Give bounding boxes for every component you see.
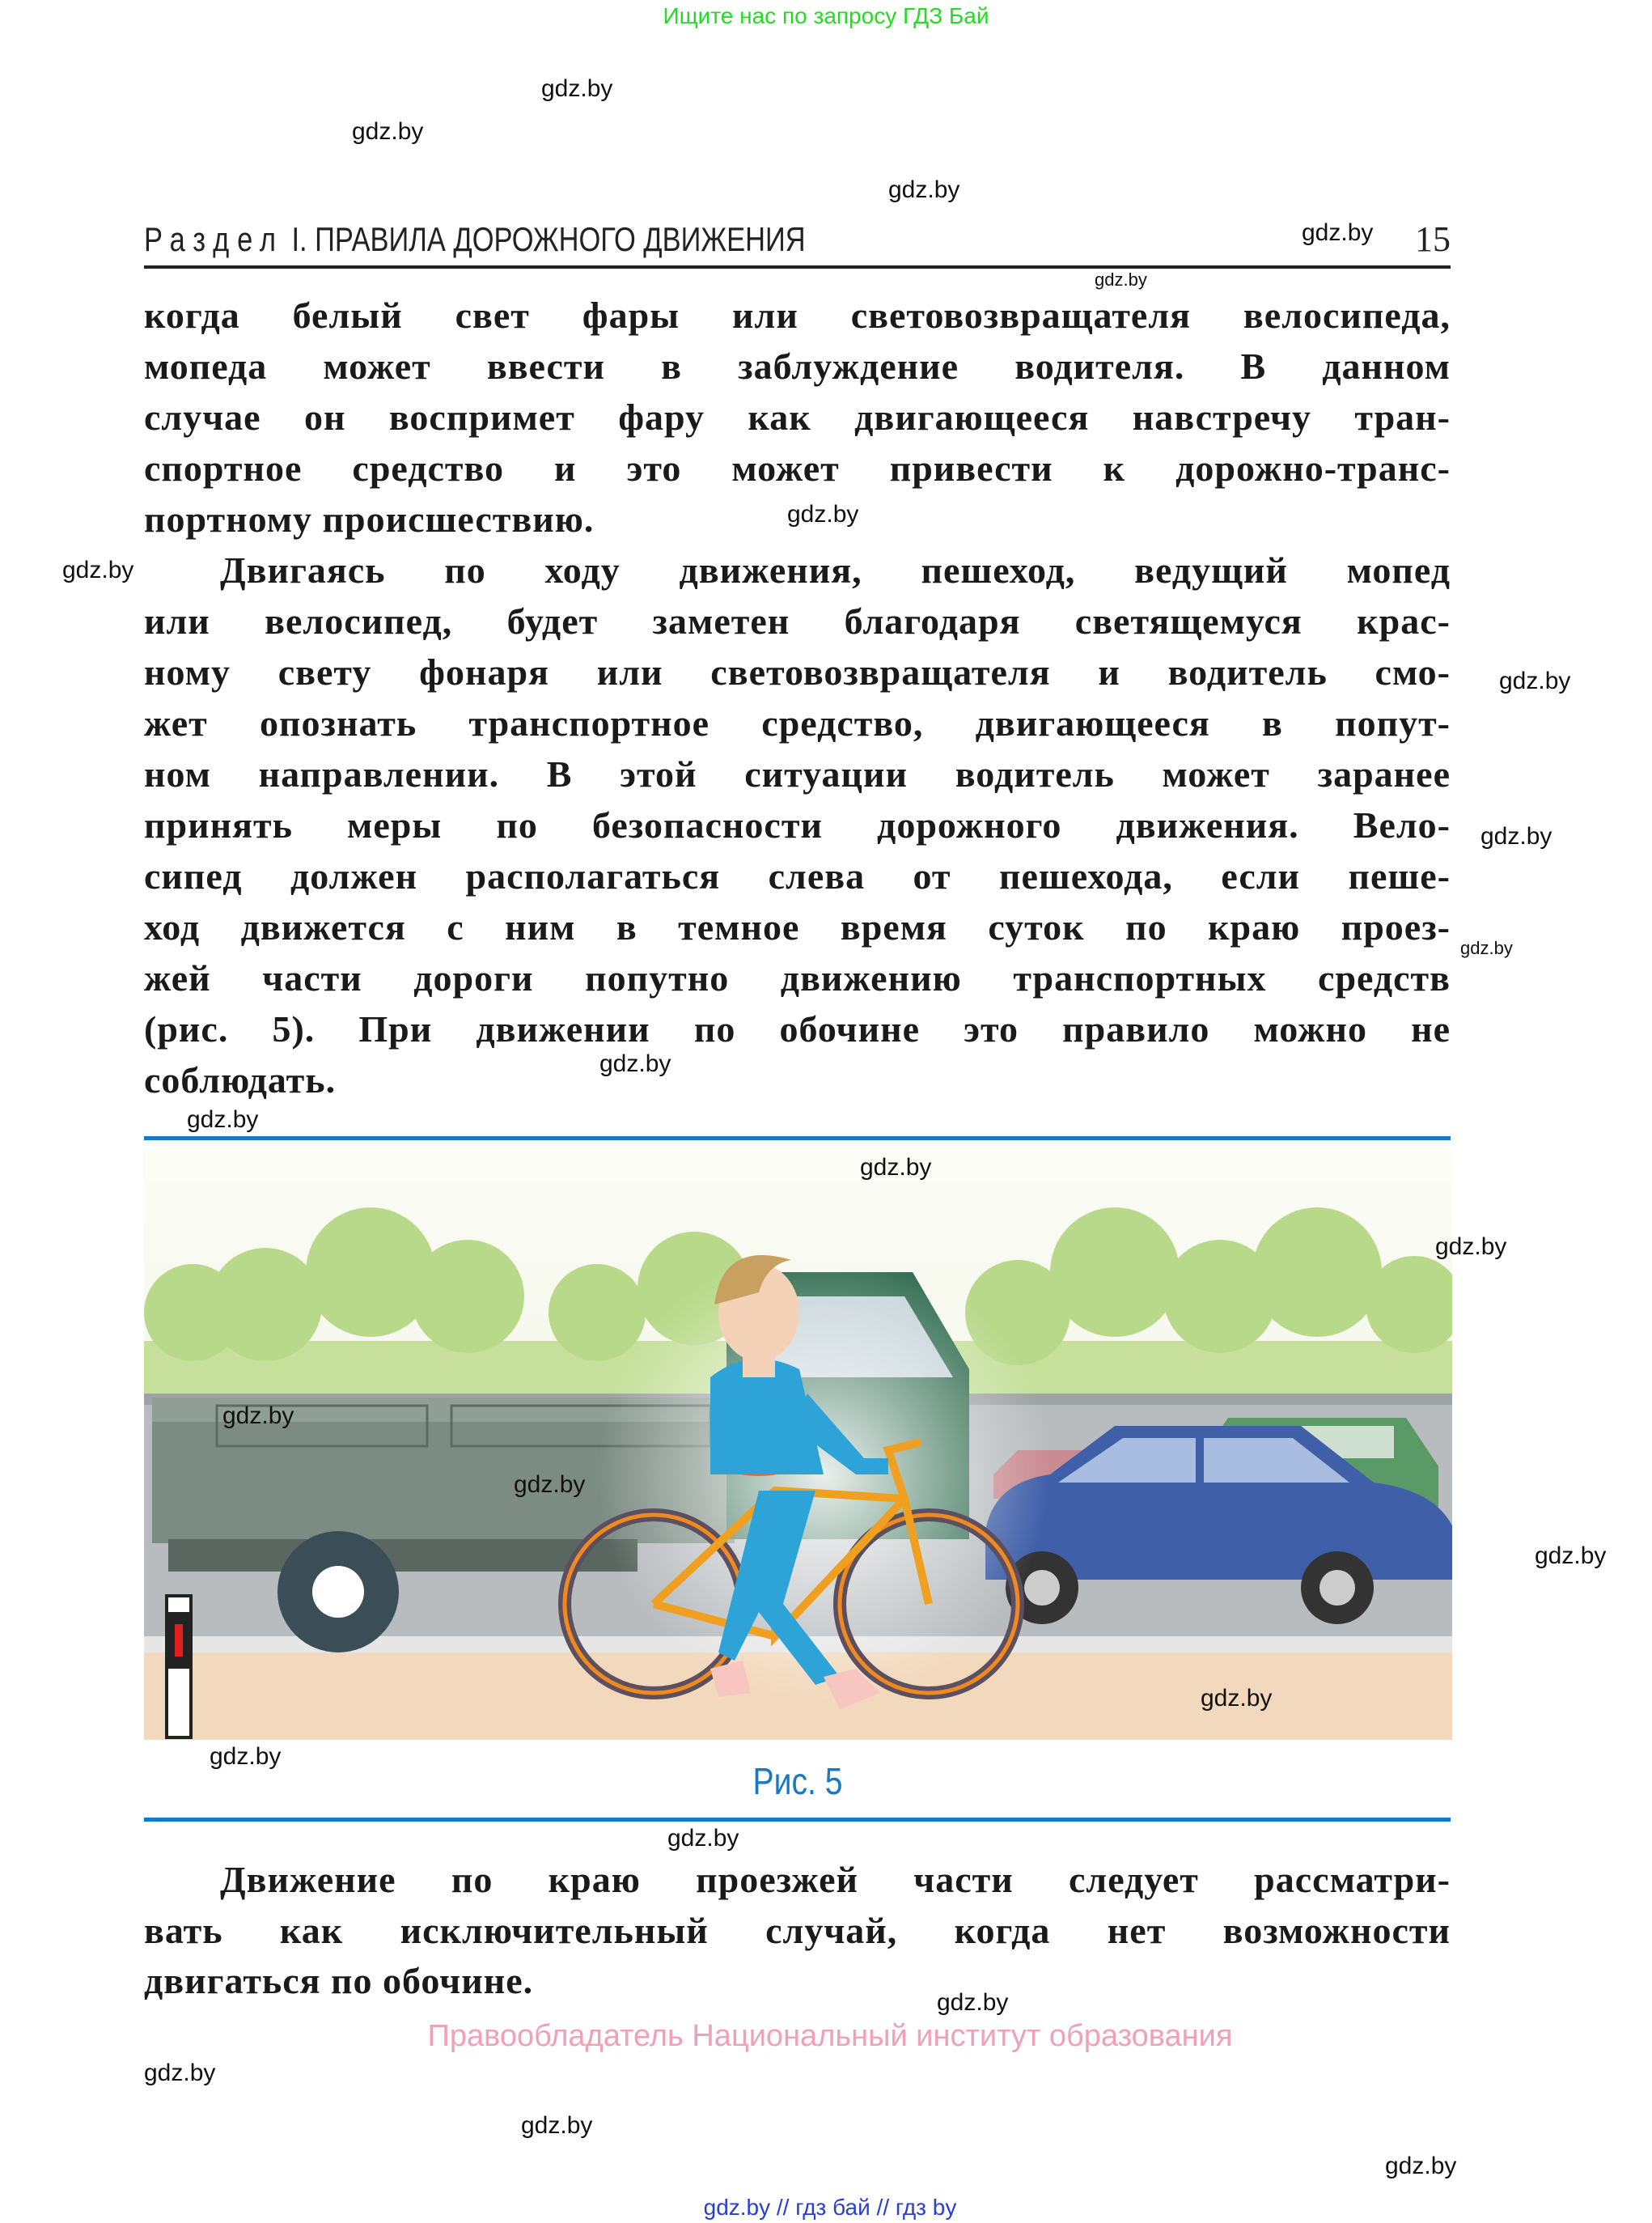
text-line: Движение по краю проезжей части следует рассматри- xyxy=(220,1859,1451,1900)
watermark: gdz.by xyxy=(1499,668,1571,694)
top-banner[interactable]: Ищите нас по запросу ГДЗ Бай xyxy=(663,3,989,28)
watermark: gdz.by xyxy=(1095,269,1147,290)
text-line: сипед должен располагаться слева от пешехода, если пеше- xyxy=(144,855,1451,897)
watermark: gdz.by xyxy=(1201,1685,1273,1712)
text-line: ном направлении. В этой ситуации водитель может заранее xyxy=(144,753,1451,795)
copyright-notice: Правообладатель Национальный институт образования xyxy=(427,2019,1233,2053)
watermark: gdz.by xyxy=(1302,219,1374,246)
page-header xyxy=(144,215,1451,269)
text-line: ход движется с ним в темное время суток по краю проез- xyxy=(144,906,1451,948)
watermark: gdz.by xyxy=(667,1825,739,1852)
roadside-post xyxy=(167,1596,191,1737)
text-line: спортное средство и это может привести к дорожно-транс- xyxy=(144,448,1451,489)
text-line: мопеда может ввести в заблуждение водителя. В данном xyxy=(144,346,1451,387)
watermark: gdz.by xyxy=(1535,1542,1607,1569)
text-line: Двигаясь по ходу движения, пешеход, ведущий мопед xyxy=(220,549,1451,591)
watermark: gdz.by xyxy=(1385,2153,1457,2179)
text-line: вать как исключительный случай, когда нет возможности xyxy=(144,1910,1451,1951)
watermark: gdz.by xyxy=(1460,938,1513,958)
section-title xyxy=(144,220,806,259)
text-line: портному происшествию. xyxy=(144,498,595,540)
watermark: gdz.by xyxy=(62,557,134,583)
text-line: жет опознать транспортное средство, двигающееся в попут- xyxy=(144,702,1451,744)
watermark: gdz.by xyxy=(352,118,424,145)
text-line: (рис. 5). При движении по обочине это правило можно не xyxy=(144,1008,1451,1050)
bottom-links[interactable]: gdz.by // гдз бай // гдз by xyxy=(703,2195,957,2220)
watermark: gdz.by xyxy=(514,1471,586,1498)
watermark: gdz.by xyxy=(787,501,859,528)
text-line: соблюдать. xyxy=(144,1059,337,1101)
text-line: или велосипед, будет заметен благодаря светящемуся крас- xyxy=(144,600,1451,642)
section-name: I. ПРАВИЛА ДОРОЖНОГО ДВИЖЕНИЯ xyxy=(291,220,806,258)
watermark: gdz.by xyxy=(860,1154,932,1181)
watermark: gdz.by xyxy=(888,176,960,203)
text-line: когда белый свет фары или световозвращателя велосипеда, xyxy=(144,295,1451,336)
text-line: случае он воспримет фару как двигающееся навстречу тран- xyxy=(144,397,1451,438)
watermark: gdz.by xyxy=(1435,1233,1507,1260)
text-line: жей части дороги попутно движению транспортных средств xyxy=(144,957,1451,999)
watermark: gdz.by xyxy=(210,1743,282,1770)
text-line: принять меры по безопасности дорожного движения. Вело- xyxy=(144,804,1451,846)
watermark: gdz.by xyxy=(541,75,613,102)
figure-bottom-rule xyxy=(144,1818,1451,1822)
figure-top-rule xyxy=(144,1136,1451,1140)
watermark: gdz.by xyxy=(222,1402,294,1429)
text-line: ному свету фонаря или световозвращателя и водитель смо- xyxy=(144,651,1451,693)
page-number: 15 xyxy=(1415,219,1451,259)
figure-caption: Рис. 5 xyxy=(752,1760,843,1802)
text-line: двигаться по обочине. xyxy=(144,1960,534,2001)
watermark: gdz.by xyxy=(144,2060,216,2086)
figure-illustration xyxy=(144,1151,1452,1740)
watermark: gdz.by xyxy=(187,1106,259,1133)
watermark: gdz.by xyxy=(521,2112,593,2139)
watermark: gdz.by xyxy=(937,1989,1009,2016)
section-word: Раздел xyxy=(144,220,284,258)
watermark: gdz.by xyxy=(599,1050,671,1077)
watermark: gdz.by xyxy=(1480,823,1552,850)
